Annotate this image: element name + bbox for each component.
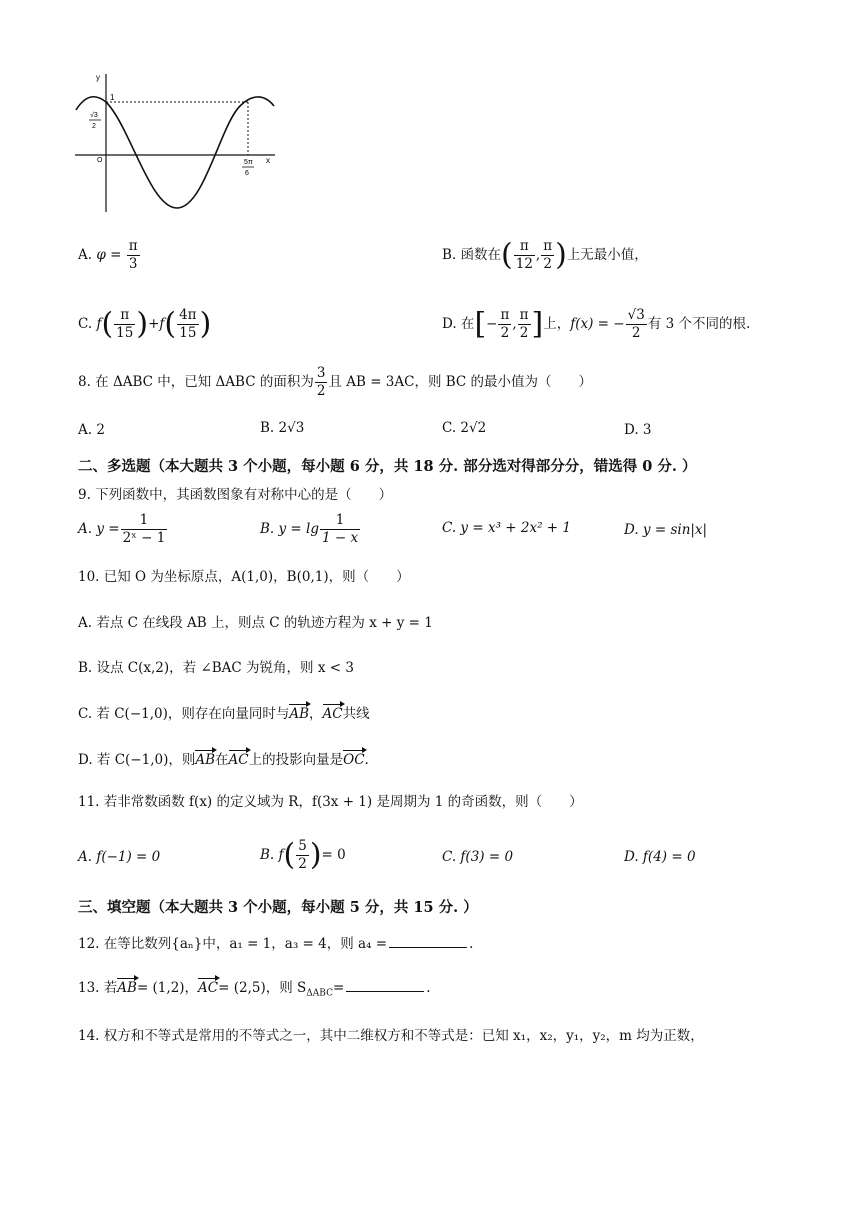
two-label: 2	[92, 123, 96, 130]
q7-option-c: C. f( $\frac{\pi}{15}$ )+f( $\frac{4\pi}{15}$ )	[78, 306, 212, 342]
q14: 14. 权方和不等式是常用的不等式之一，其中二维权方和不等式是：已知 x₁，x₂，y₁，y₂，m 均为正数，	[78, 1028, 704, 1044]
q10-option-d: D. 若 C(−1,0)，则AB在AC上的投影向量是OC.	[78, 752, 369, 768]
q7-option-a: A. φ = $\frac{\pi}{3}$	[78, 238, 138, 272]
q9-option-b: B. y = lg $\frac{1}{1 - x}$	[260, 512, 359, 546]
q9-stem: 9. 下列函数中，其函数图象有对称中心的是（ ）	[78, 487, 393, 503]
q11-option-a: A. f(−1) = 0	[78, 849, 161, 865]
q7-option-b: B. 函数在( $\frac{\pi}{12}$ , $\frac{\pi}{2}$ )上无最小值，	[442, 237, 648, 273]
one-label: 1	[110, 93, 115, 102]
y-axis-label: y	[96, 73, 100, 82]
root3-label: √3	[90, 112, 98, 119]
q11-option-b: B. f( $\frac{5}{2}$ )= 0	[260, 837, 346, 873]
q7-option-d: D. 在[− $\frac{\pi}{2}$ , $\frac{\pi}{2}$ ]上，f(x) = − $\frac{√3}{2}$ 有 3 个不同的根.	[442, 306, 751, 342]
origin-label: O	[97, 157, 103, 164]
q9-option-c: C. y = x³ + 2x² + 1	[442, 520, 571, 536]
q11-stem: 11. 若非常数函数 f(x) 的定义域为 R，f(3x + 1) 是周期为 1 的奇函数，则（ ）	[78, 794, 583, 810]
q9-option-a: A. y = $\frac{1}{\text{2ˣ − 1}}$	[78, 512, 166, 546]
q11-option-c: C. f(3) = 0	[442, 849, 514, 865]
section-3-heading: 三、填空题（本大题共 3 个小题，每小题 5 分，共 15 分. ）	[78, 899, 478, 916]
q10-option-c: C. 若 C(−1,0)，则存在向量同时与AB，AC共线	[78, 706, 370, 722]
q10-stem: 10. 已知 O 为坐标原点，A(1,0)，B(0,1)，则（ ）	[78, 569, 410, 585]
q10-option-a: A. 若点 C 在线段 AB 上，则点 C 的轨迹方程为 x + y = 1	[78, 615, 433, 631]
q10-option-b: B. 设点 C(x,2)，若 ∠BAC 为锐角，则 x < 3	[78, 660, 354, 676]
q8-option-b: B. 2√3	[260, 420, 305, 436]
q11-option-d: D. f(4) = 0	[624, 849, 696, 865]
q9-option-d: D. y = sin|x|	[624, 522, 708, 538]
q8-stem: 8. 在 ΔABC 中，已知 ΔABC 的面积为 $\frac{3}{2}$ 且 AB = 3AC，则 BC 的最小值为（ ）	[78, 365, 593, 399]
five-pi-label: 5π	[244, 159, 253, 166]
answer-blank[interactable]	[389, 947, 467, 948]
answer-blank[interactable]	[346, 991, 424, 992]
q8-option-d: D. 3	[624, 422, 652, 438]
x-axis-label: x	[266, 156, 270, 165]
six-label: 6	[245, 170, 249, 177]
cosine-graph	[70, 66, 280, 216]
q8-option-c: C. 2√2	[442, 420, 487, 436]
section-2-heading: 二、多选题（本大题共 3 个小题，每小题 6 分，共 18 分. 部分选对得部分分，错选得 0 分. ）	[78, 458, 697, 475]
q8-option-a: A. 2	[78, 422, 105, 438]
q12: 12. 在等比数列{aₙ}中，a₁ = 1，a₃ = 4，则 a₄ = .	[78, 936, 474, 952]
q13: 13. 若AB= (1,2)，AC= (2,5)，则 $S_{\Delta ABC}=$ .	[78, 980, 431, 999]
